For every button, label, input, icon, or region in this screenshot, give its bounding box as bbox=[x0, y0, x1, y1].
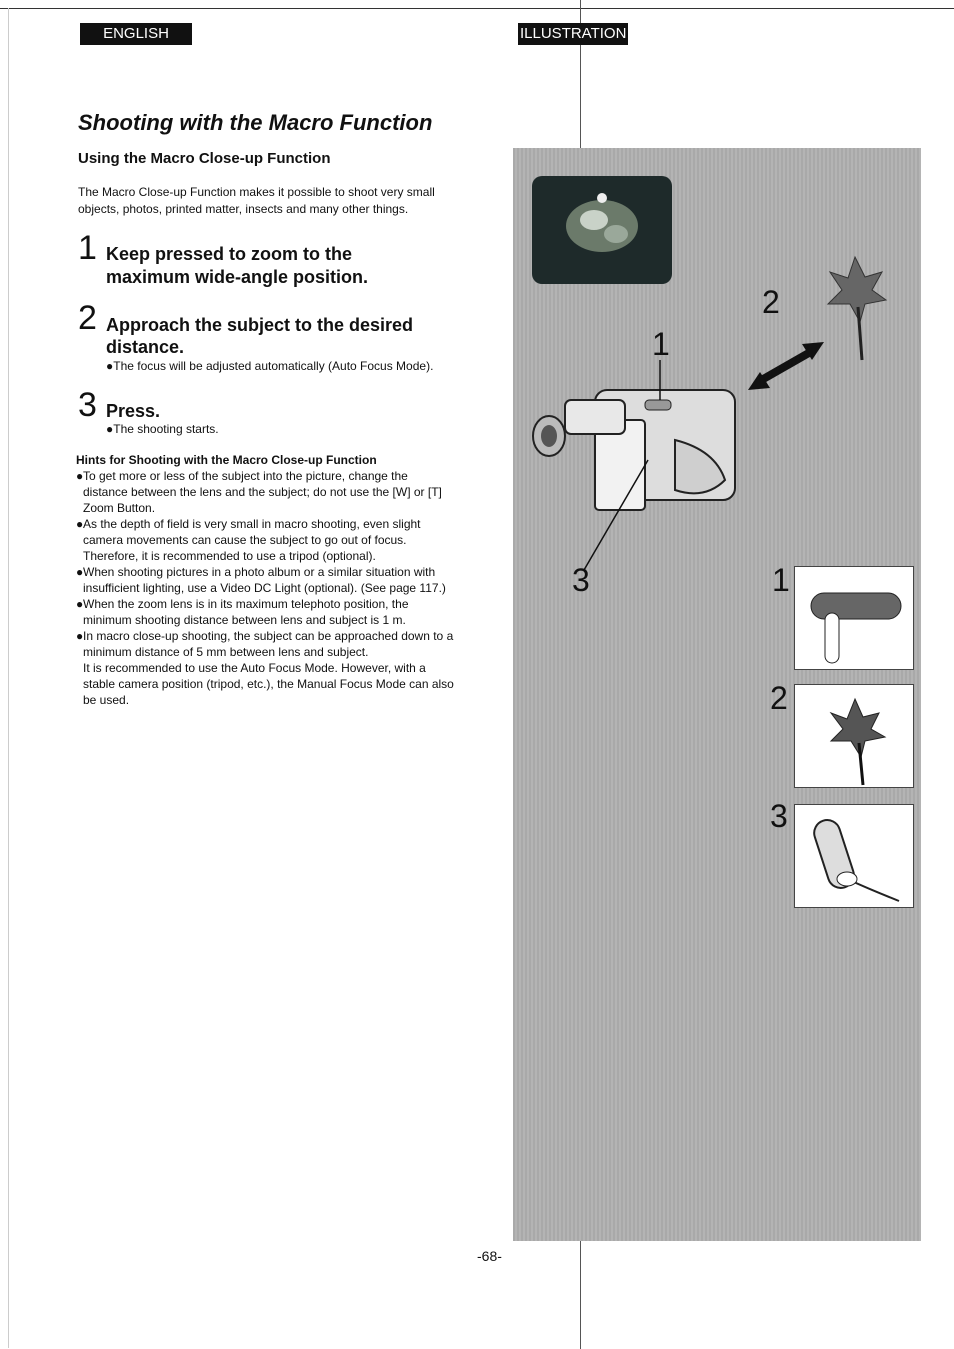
section-subtitle: Using the Macro Close-up Function bbox=[78, 150, 331, 167]
thumb-1-number: 1 bbox=[772, 562, 790, 598]
leaf-thumb-icon bbox=[795, 685, 913, 787]
step-2-note: ●The focus will be adjusted automatically (Auto Focus Mode). bbox=[106, 359, 434, 373]
hint-text: As the depth of field is very small in macro shooting, even slight camera movements can cause the subject to go out of focus. Therefore, it is recommended to use a tripod (optional). bbox=[83, 517, 421, 563]
start-button-icon bbox=[795, 805, 913, 907]
bullet: ● bbox=[76, 469, 84, 483]
step-3-line-1: Press. bbox=[106, 401, 161, 421]
page-title: Shooting with the Macro Function bbox=[78, 110, 433, 135]
hint-item bbox=[76, 516, 454, 564]
thumb-2-number: 2 bbox=[770, 680, 788, 716]
step-3-note: ●The shooting starts. bbox=[106, 422, 219, 436]
page-number: -68- bbox=[477, 1248, 502, 1264]
hint-text: In macro close-up shooting, the subject can be approached down to a minimum distance of 5 mm between lens and subject. bbox=[83, 629, 454, 659]
bullet: ● bbox=[76, 517, 84, 531]
double-arrow-icon bbox=[748, 338, 824, 394]
illustration-label: ILLUSTRATION bbox=[518, 23, 628, 45]
callout-2: 2 bbox=[762, 284, 780, 320]
language-label: ENGLISH bbox=[80, 23, 192, 45]
bullet: ● bbox=[76, 565, 84, 579]
hint-extra: It is recommended to use the Auto Focus Mode. However, with a stable camera position (tripod, etc.), the Manual Focus Mode can also be used. bbox=[83, 661, 454, 707]
callout-1: 1 bbox=[652, 326, 670, 362]
callout-lines bbox=[570, 360, 680, 580]
hint-text: When shooting pictures in a photo album or a similar situation with insufficient lighting, use a Video DC Light (optional). (See page 117.) bbox=[83, 565, 446, 595]
step-1-line-2: maximum wide-angle position. bbox=[106, 267, 369, 287]
bullet: ● bbox=[76, 629, 84, 643]
thumb-start-button bbox=[794, 804, 914, 908]
intro-paragraph: The Macro Close-up Function makes it possible to shoot very small objects, photos, printed matter, insects and many other things. bbox=[78, 185, 435, 216]
step-2-line-2: distance. bbox=[106, 337, 185, 357]
thumb-subject bbox=[794, 684, 914, 788]
flower-photo-icon bbox=[532, 176, 672, 284]
hint-text: When the zoom lens is in its maximum telephoto position, the minimum shooting distance between lens and subject is 1 m. bbox=[83, 597, 409, 627]
step-3-number: 3 bbox=[78, 386, 97, 424]
step-2-line-1: Approach the subject to the desired bbox=[106, 315, 414, 335]
bullet: ● bbox=[76, 597, 84, 611]
macro-photo bbox=[532, 176, 672, 284]
thumb-zoom-lever bbox=[794, 566, 914, 670]
leaf-subject-icon bbox=[820, 252, 890, 362]
hints-heading: Hints for Shooting with the Macro Close-up Function bbox=[76, 453, 377, 467]
step-1-line-1: Keep pressed to zoom to the bbox=[106, 244, 353, 264]
hints-list bbox=[76, 468, 454, 708]
hint-item bbox=[76, 596, 454, 628]
step-2-number: 2 bbox=[78, 299, 97, 337]
left-margin-rule bbox=[8, 8, 9, 1348]
zoom-lever-icon bbox=[795, 567, 913, 669]
top-rule bbox=[0, 8, 954, 9]
hint-item bbox=[76, 628, 454, 660]
hint-text: To get more or less of the subject into the picture, change the distance between the lens and the subject; do not use the [W] or [T] Zoom Button. bbox=[83, 469, 442, 515]
callout-3: 3 bbox=[572, 562, 590, 598]
step-1-number: 1 bbox=[78, 229, 97, 267]
thumb-3-number: 3 bbox=[770, 798, 788, 834]
hint-item bbox=[76, 468, 454, 516]
hint-item bbox=[76, 564, 454, 596]
